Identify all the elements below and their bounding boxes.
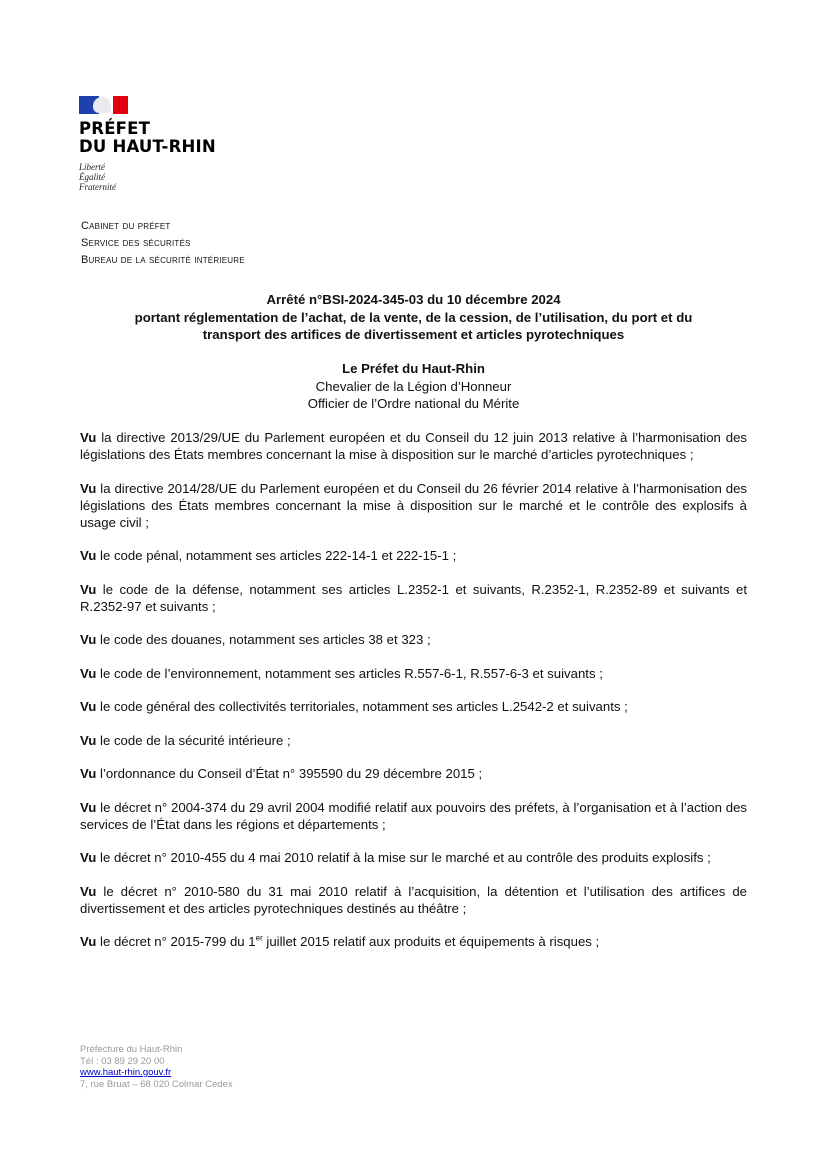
footer — [80, 1044, 233, 1090]
republic-motto: Liberté Égalité Fraternité — [79, 162, 116, 192]
service-securites: Service des sécurités — [81, 237, 191, 249]
visa-item: Vu le code de la défense, notamment ses articles L.2352-1 et suivants, R.2352-1, R.2352-89 et suivants et R.2352-97 et suivants ; — [80, 581, 747, 614]
visa-item: Vu le décret n° 2010-580 du 31 mai 2010 relatif à l’acquisition, la détention et l’utilisation des artifices de divertissement et des articles pyrotechniques destinés au théâtre ; — [80, 883, 747, 916]
visa-item: Vu le code général des collectivités territoriales, notamment ses articles L.2542-2 et suivants ; — [80, 699, 628, 714]
visa-item: Vu la directive 2013/29/UE du Parlement européen et du Conseil du 12 juin 2013 relative à l’harmonisation des législations des États membres concernant la mise à disposition sur le marché d’articles pyrotechniques ; — [80, 430, 747, 462]
marianne-flag-icon — [79, 96, 128, 114]
footer-address: 7, rue Bruat – 68 020 Colmar Cedex — [80, 1078, 233, 1090]
visa-item: Vu l’ordonnance du Conseil d’État n° 395590 du 29 décembre 2015 ; — [80, 766, 483, 781]
visa-item: Vu le code de la sécurité intérieure ; — [80, 732, 291, 748]
visa-item: Vu le code pénal, notamment ses articles 222-14-1 et 222-15-1 ; — [80, 548, 457, 563]
visas-list — [80, 429, 747, 967]
service-cabinet: Cabinet du préfet — [81, 220, 171, 232]
footer-org: Préfecture du Haut-Rhin — [80, 1044, 183, 1055]
visa-item: Vu le décret n° 2015-799 du 1er juillet 2015 relatif aux produits et équipements à risques ; — [80, 933, 600, 949]
visa-item: Vu le décret n° 2004-374 du 29 avril 2004 modifié relatif aux pouvoirs des préfets, à l’organisation et à l’action des services de l’État dans les régions et départements ; — [80, 799, 747, 832]
prefect-honor: Officier de l’Ordre national du Mérite — [307, 396, 520, 411]
website-link[interactable]: www.haut-rhin.gouv.fr — [80, 1067, 172, 1078]
prefecture-name: PRÉFET DU HAUT-RHIN — [79, 119, 216, 156]
service-block — [81, 218, 245, 269]
service-bureau: Bureau de la sécurité intérieure — [81, 254, 245, 266]
prefecture-logo — [79, 96, 216, 192]
visa-item: Vu le code des douanes, notamment ses articles 38 et 323 ; — [80, 632, 431, 647]
visa-item: Vu la directive 2014/28/UE du Parlement européen et du Conseil du 26 février 2014 relative à l’harmonisation des législations des États membres concernant la mise à disposition sur le marché et le contrôle des explosifs à usage civil ; — [80, 480, 747, 530]
prefect-block — [60, 360, 767, 413]
prefect-honor: Chevalier de la Légion d’Honneur — [315, 378, 512, 394]
decree-title: Arrêté n°BSI-2024-345-03 du 10 décembre 2024 portant réglementation de l’achat, de la vente, de la cession, de l’utilisation, du port et du transport des artifices de divertissement et articles pyrotechniques — [134, 292, 693, 342]
prefect-name: Le Préfet du Haut-Rhin — [342, 361, 485, 376]
visa-item: Vu le code de l’environnement, notamment ses articles R.557-6-1, R.557-6-3 et suivants ; — [80, 665, 603, 681]
footer-phone: Tél : 03 89 29 20 00 — [80, 1055, 165, 1067]
visa-item: Vu le décret n° 2010-455 du 4 mai 2010 relatif à la mise sur le marché et au contrôle des produits explosifs ; — [80, 850, 711, 865]
